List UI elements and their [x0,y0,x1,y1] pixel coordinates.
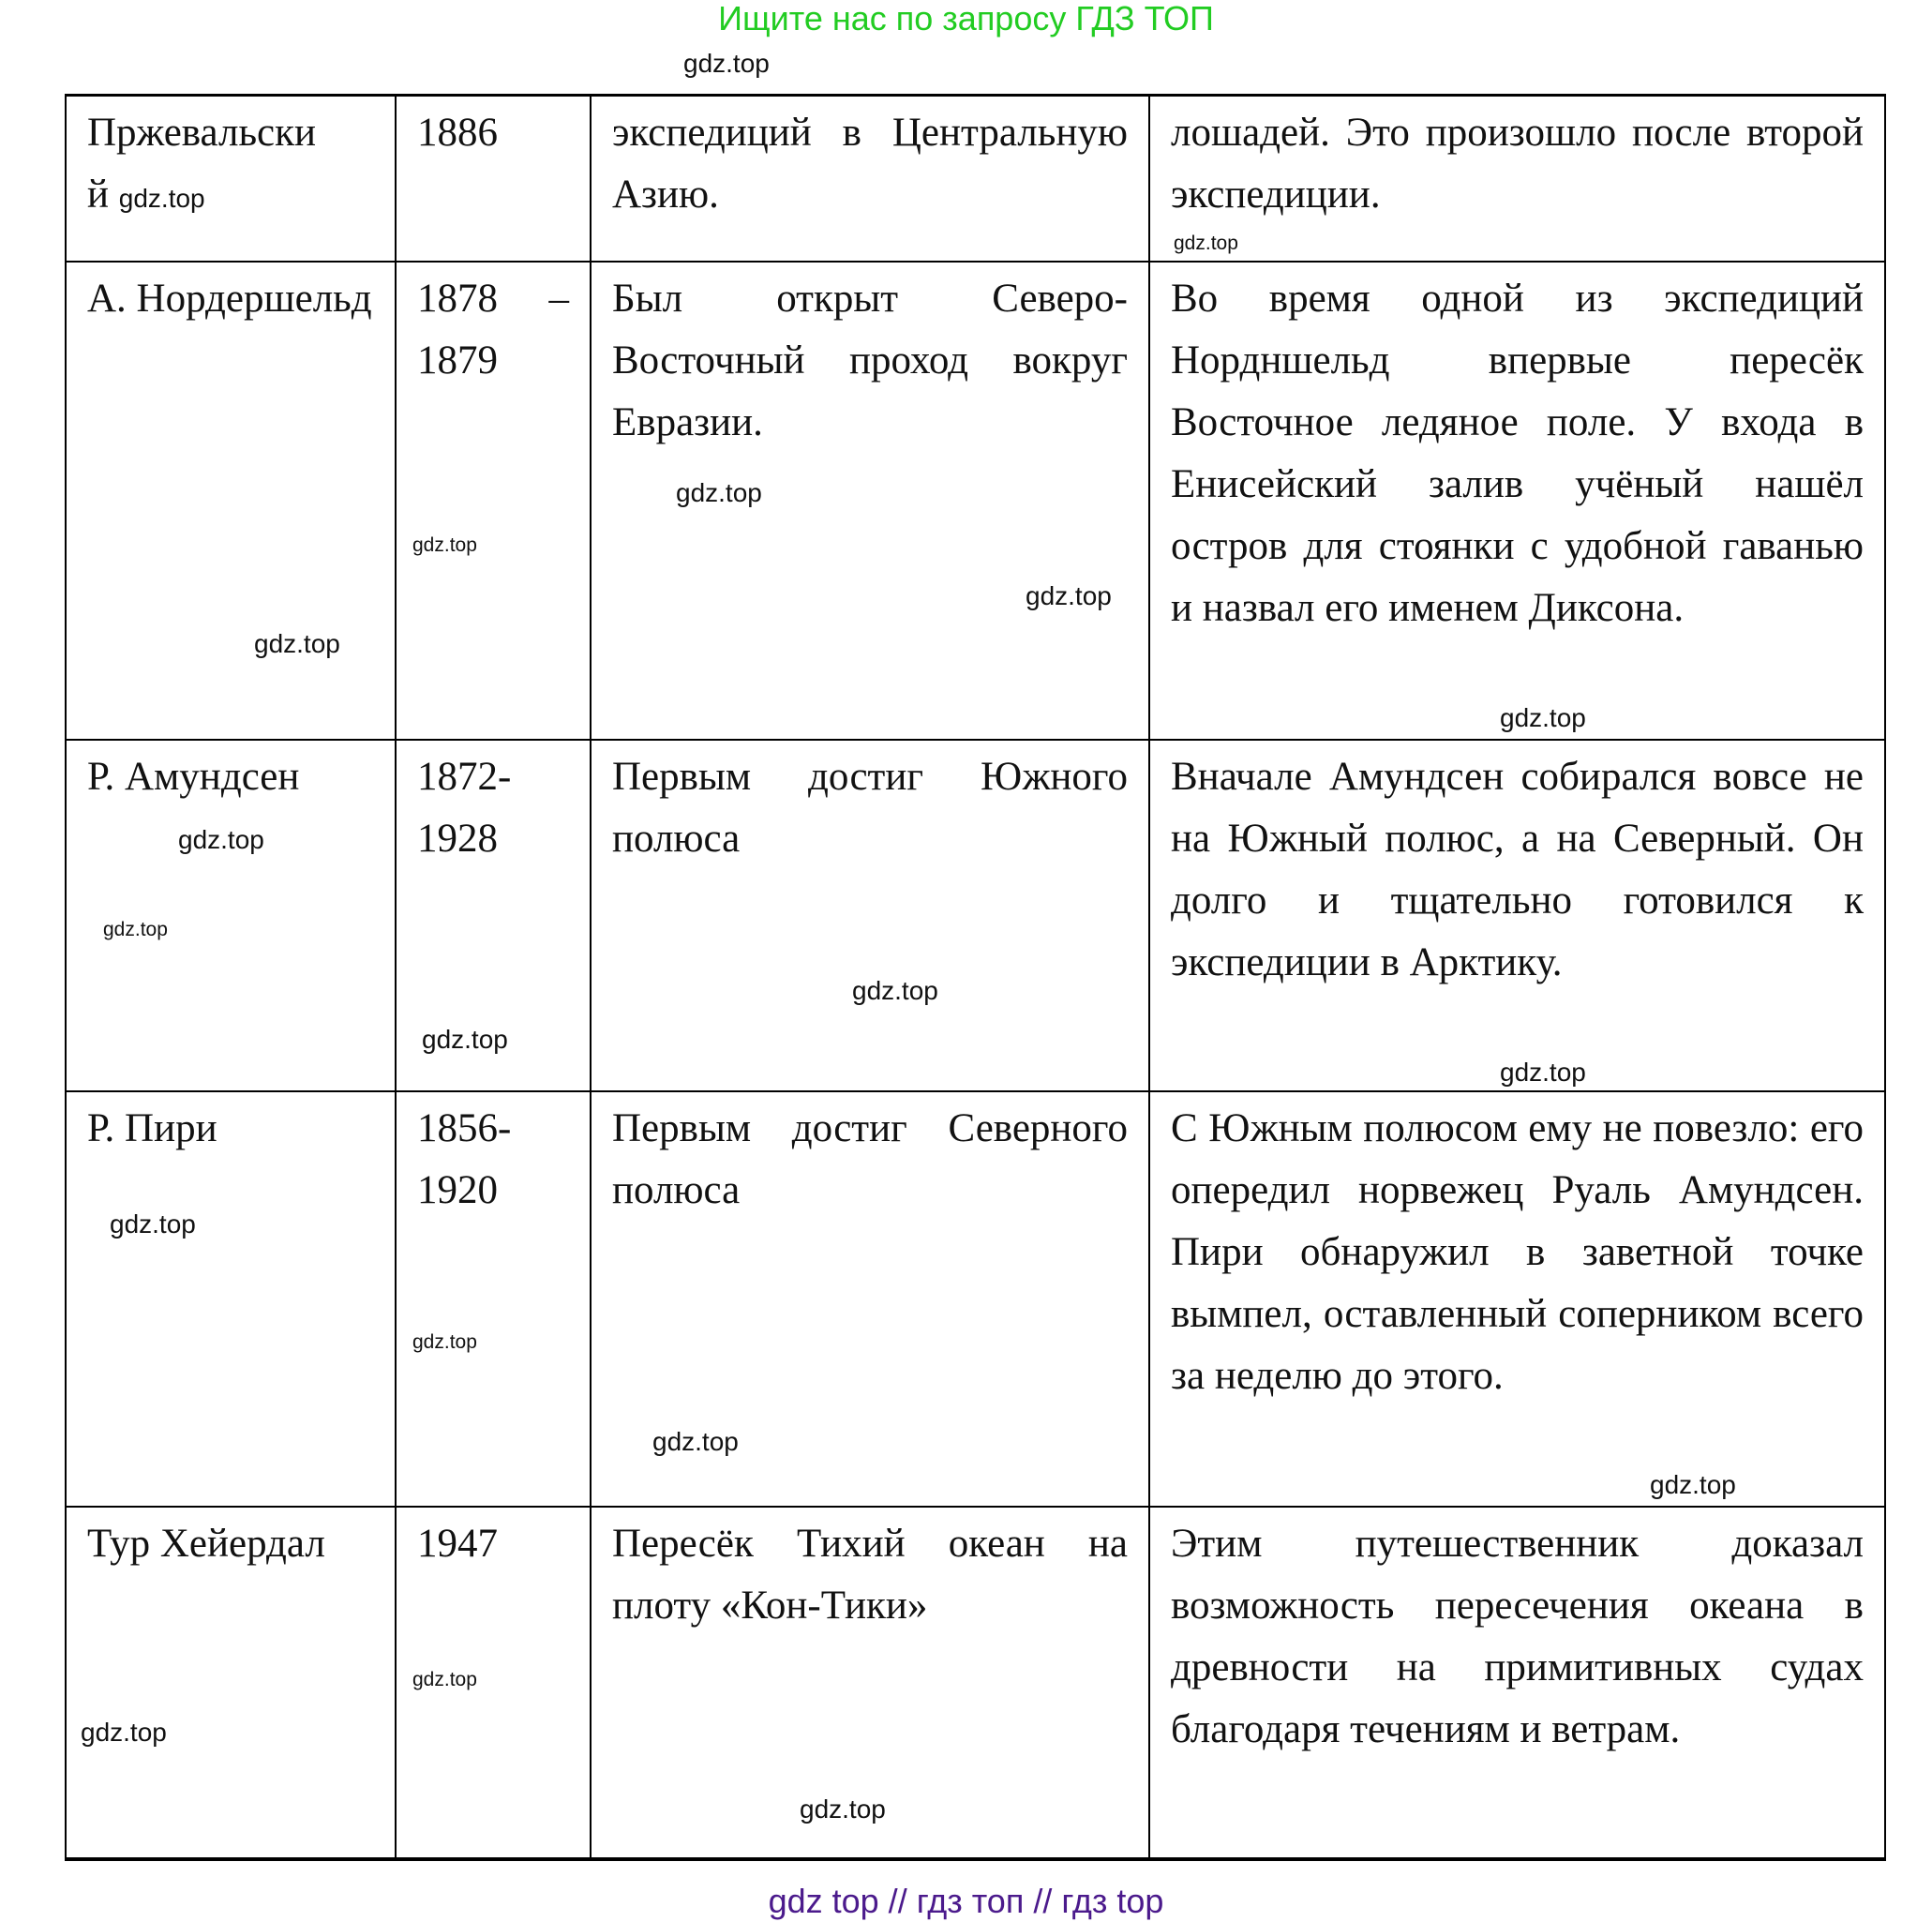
name-text: Пржевальски [87,111,317,155]
watermark: gdz.top [110,1209,196,1239]
watermark: gdz.top [1174,233,1238,254]
watermark: gdz.top [1500,1058,1586,1087]
watermark: gdz.top [1026,581,1112,610]
watermark: gdz.top [676,478,762,507]
table-row [66,740,1885,1091]
cell-notes: Вначале Амундсен собирался вовсе не на Южный полюс, а на Северный. Он долго и тщательно готовился к экспедиции в Арктику. [1149,740,1885,1091]
watermark: gdz.top [412,1331,477,1353]
search-banner: Ищите нас по запросу ГДЗ ТОП [718,0,1214,38]
table-row [66,96,1885,262]
watermark: gdz.top [412,1669,477,1690]
cell-notes: С Южным полюсом ему не повезло: его опередил норвежец Руаль Амундсен. Пири обнаружил в заветной точке вымпел, оставленный соперником всего за неделю до этого. [1149,1091,1885,1507]
watermark: gdz.top [412,534,477,556]
name-tail: й [87,173,110,217]
watermark: gdz.top [118,184,205,213]
watermark: gdz.top [652,1427,739,1456]
cell-notes: Во время одной из экспедиций Нордншельд впервые пересёк Восточное ледяное поле. У входа в Енисейский залив учёный нашёл остров для стоянки с удобной гаванью и назвал его именем Диксона. [1149,262,1885,740]
watermark: gdz.top [81,1718,167,1747]
watermark: gdz.top [1500,703,1586,732]
cell-years: 1947 [396,1507,591,1859]
table-row [66,262,1885,740]
cell-notes: лошадей. Это произошло после второй экспедиции. [1149,96,1885,262]
cell-notes: Этим путешественник доказал возможность пересечения океана в древности на примитивных судах благодаря течениям и ветрам. [1149,1507,1885,1859]
explorers-table [65,94,1886,1861]
cell-years: 1856-1920 [396,1091,591,1507]
cell-years: 1878 – 1879 [396,262,591,740]
watermark: gdz.top [422,1025,508,1054]
footer-banner: gdz top // гдз топ // гдз top [768,1882,1164,1920]
cell-name [66,96,396,262]
watermark: gdz.top [800,1794,886,1824]
cell-name: Р. Пири [66,1091,396,1507]
watermark: gdz.top [254,629,340,658]
cell-discovery: экспедиций в Центральную Азию. [591,96,1149,262]
cell-discovery: Первым достиг Южного полюса [591,740,1149,1091]
cell-discovery: Пересёк Тихий океан на плоту «Кон-Тики» [591,1507,1149,1859]
cell-discovery: Был открыт Северо-Восточный проход вокруг Евразии. [591,262,1149,740]
watermark: gdz.top [852,976,938,1005]
watermark: gdz.top [103,919,168,940]
cell-name: Р. Амундсен [66,740,396,1091]
table-row [66,1091,1885,1507]
cell-name: Тур Хейердал [66,1507,396,1859]
cell-discovery: Первым достиг Северного полюса [591,1091,1149,1507]
watermark: gdz.top [178,825,264,854]
cell-name: А. Нордершельд [66,262,396,740]
watermark: gdz.top [1650,1470,1736,1499]
table-row [66,1507,1885,1859]
watermark: gdz.top [683,49,770,78]
cell-years: 1872-1928 [396,740,591,1091]
cell-years: 1886 [396,96,591,262]
